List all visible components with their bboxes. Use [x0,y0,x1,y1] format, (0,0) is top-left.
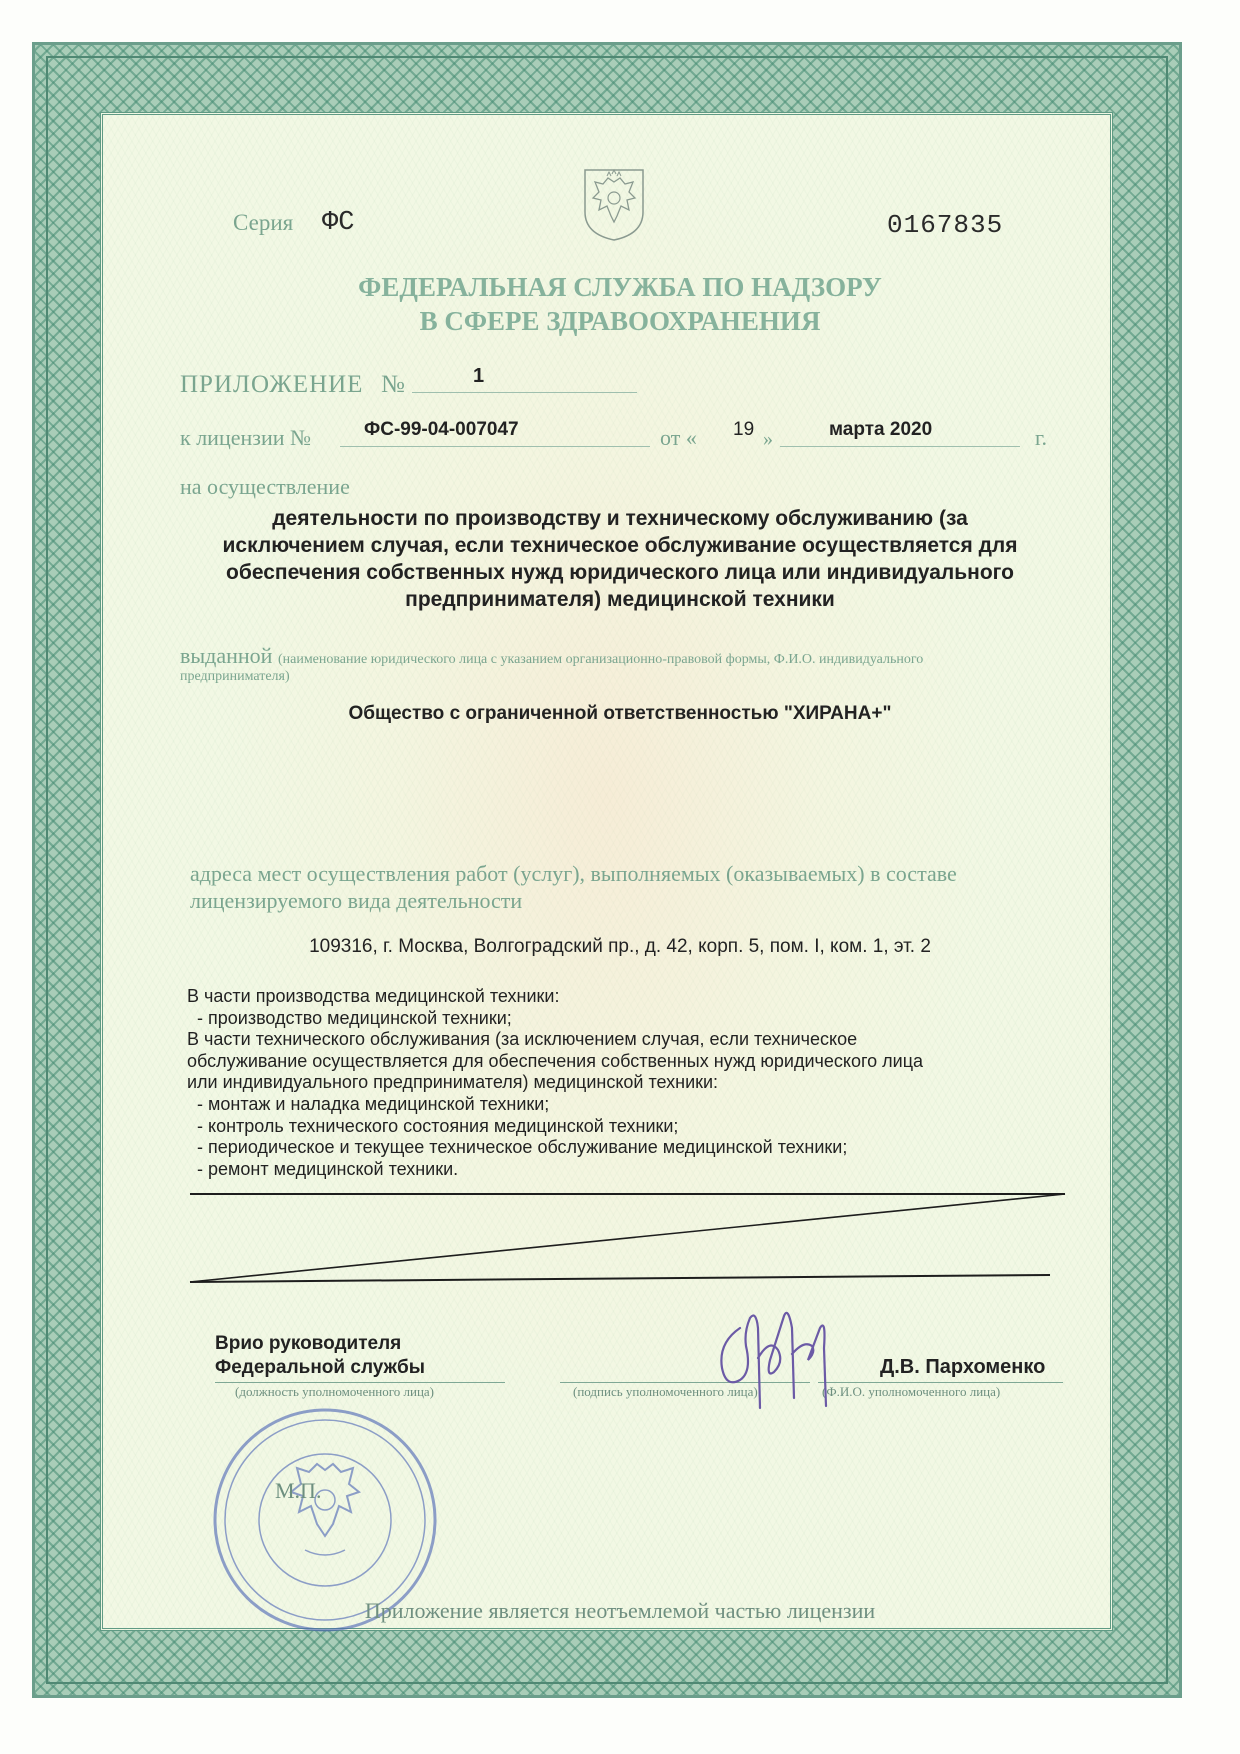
signatory-name: Д.В. Пархоменко [880,1356,1046,1378]
license-number: ФС-99-04-007047 [364,419,519,440]
caption-name: (Ф.И.О. уполномоченного лица) [822,1384,1001,1399]
works-list-item: - периодическое и текущее техническое обслуживание медицинской техники; [187,1137,848,1158]
date-day: 19 [733,419,755,440]
name-caption-line [818,1382,1063,1383]
handwritten-signature [700,1288,850,1428]
works-list-item: В части производства медицинской техники: [187,986,560,1006]
date-close-quote: » [763,428,773,450]
appendix-number: 1 [473,365,485,387]
issued-note: (наименование юридического лица с указанием организационно-правовой формы, Ф.И.О. индивидуального [277,652,924,667]
works-list-item: - монтаж и наладка медицинской техники; [187,1093,550,1114]
works-list-item: - производство медицинской техники; [187,1007,512,1028]
stamp-placeholder-label: М.П. [275,1478,322,1503]
activity-line: обеспечения собственных нужд юридического лица или индивидуального [226,561,1014,584]
activity-line: исключением случая, если техническое обслуживание осуществляется для [222,534,1018,557]
appendix-number-label: № [381,371,405,398]
works-list-item: или индивидуального предпринимателя) медицинской техники: [187,1072,719,1093]
year-suffix: г. [1035,425,1048,450]
issued-label: выданной [180,643,273,668]
agency-title-line1: ФЕДЕРАЛЬНАЯ СЛУЖБА ПО НАДЗОРУ [358,272,882,302]
works-list-item: В части технического обслуживания (за исключением случая, если техническое [187,1029,858,1050]
date-from-label: от « [660,425,697,450]
signatory-position-line1: Врио руководителя [215,1333,402,1354]
position-caption-line [215,1382,505,1383]
address-value: 109316, г. Москва, Волгоградский пр., д. 42, корп. 5, пом. I, ком. 1, эт. 2 [309,936,931,957]
serial-number: 0167835 [887,210,1004,240]
company-name: Общество с ограниченной ответственностью "ХИРАНА+" [348,703,892,724]
series-label: Серия [233,210,294,235]
signatory-position [215,1332,425,1380]
date-month-year: марта 2020 [829,419,933,440]
activity-label: на осуществление [180,474,350,499]
caption-position: (должность уполномоченного лица) [235,1384,435,1399]
works-list-item: - контроль технического состояния медицинской техники; [187,1115,679,1136]
signatory-position-line2: Федеральной службы [215,1357,425,1378]
agency-title-line2: В СФЕРЕ ЗДРАВООХРАНЕНИЯ [419,306,821,336]
issued-note-continuation: предпринимателя) [180,669,290,684]
activity-line: деятельности по производству и техническому обслуживанию (за [272,507,968,530]
footer-note: Приложение является неотъемлемой частью лицензии [364,1598,876,1623]
address-label-line1: адреса мест осуществления работ (услуг), выполняемых (оказываемых) в составе [190,861,957,886]
appendix-label: ПРИЛОЖЕНИЕ [180,371,364,398]
activity-line: предпринимателя) медицинской техники [405,588,835,611]
license-label: к лицензии № [180,425,311,450]
caption-signature: (подпись уполномоченного лица) [573,1384,758,1399]
address-label-line2: лицензируемого вида деятельности [190,888,523,913]
works-list-item: - ремонт медицинской техники. [187,1158,459,1179]
series-value: ФС [322,208,355,238]
works-list-item: обслуживание осуществляется для обеспечения собственных нужд юридического лица [187,1050,924,1071]
